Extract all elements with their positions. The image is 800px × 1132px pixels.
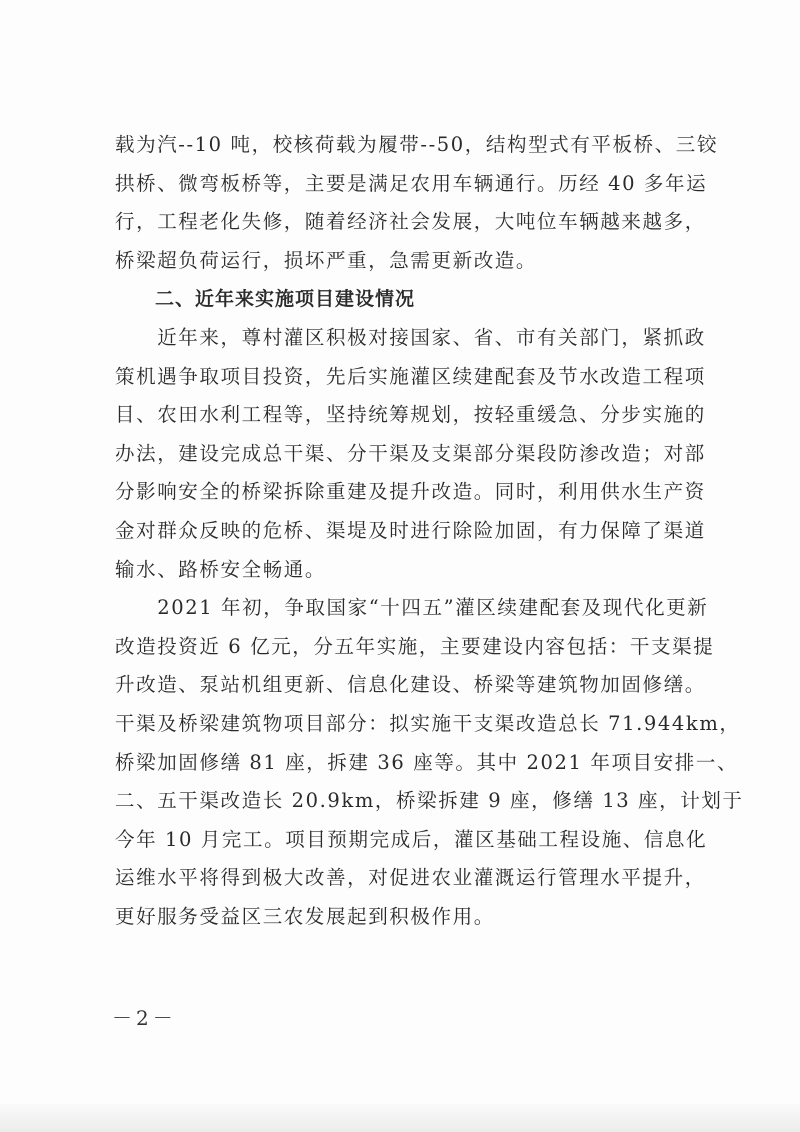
page-number: －2－: [112, 1006, 177, 1030]
text-line: 更好服务受益区三农发展起到积极作用。: [115, 904, 495, 928]
text-line: 行，工程老化失修，随着经济社会发展，大吨位车辆越来越多，: [115, 210, 706, 234]
scan-bottom-edge: [0, 1104, 800, 1132]
text-line: 拱桥、微弯板桥等，主要是满足农用车辆通行。历经 40 多年运: [115, 171, 708, 195]
text-line: 运维水平将得到极大改善，对促进农业灌溉运行管理水平提升，: [115, 866, 706, 890]
section-heading: 二、近年来实施项目建设情况: [115, 288, 416, 311]
text-line: 桥梁加固修缮 81 座，拆建 36 座等。其中 2021 年项目安排一、: [115, 750, 739, 774]
text-line: 桥梁超负荷运行，损坏严重，急需更新改造。: [115, 248, 538, 272]
text-line: 二、五干渠改造长 20.9km，桥梁拆建 9 座，修缮 13 座，计划于: [115, 789, 744, 813]
text-line: 改造投资近 6 亿元，分五年实施，主要建设内容包括：干支渠提: [115, 634, 715, 658]
text-line: 输水、路桥安全畅通。: [115, 557, 327, 581]
text-line: 干渠及桥梁建筑物项目部分：拟实施干支渠改造总长 71.944km，: [115, 711, 741, 735]
text-line: 载为汽--10 吨，校核荷载为履带--50，结构型式有平板桥、三铰: [115, 133, 718, 156]
text-line: 金对群众反映的危桥、渠堤及时进行除险加固，有力保障了渠道: [115, 518, 706, 542]
text-line: 近年来，尊村灌区积极对接国家、省、市有关部门，紧抓政: [115, 325, 706, 349]
text-line: 升改造、泵站机组更新、信息化建设、桥梁等建筑物加固修缮。: [115, 673, 706, 697]
text-line: 今年 10 月完工。项目预期完成后，灌区基础工程设施、信息化: [115, 827, 708, 851]
text-line: 目、农田水利工程等，坚持统筹规划，按轻重缓急、分步实施的: [115, 403, 706, 427]
body-text: [115, 126, 744, 936]
text-line: 分影响安全的桥梁拆除重建及提升改造。同时，利用供水生产资: [115, 480, 706, 504]
text-line: 策机遇争取项目投资，先后实施灌区续建配套及节水改造工程项: [115, 364, 706, 388]
text-line: 办法，建设完成总干渠、分干渠及支渠部分渠段防渗改造；对部: [115, 441, 706, 465]
text-line: 2021 年初，争取国家“十四五”灌区续建配套及现代化更新: [115, 596, 709, 620]
